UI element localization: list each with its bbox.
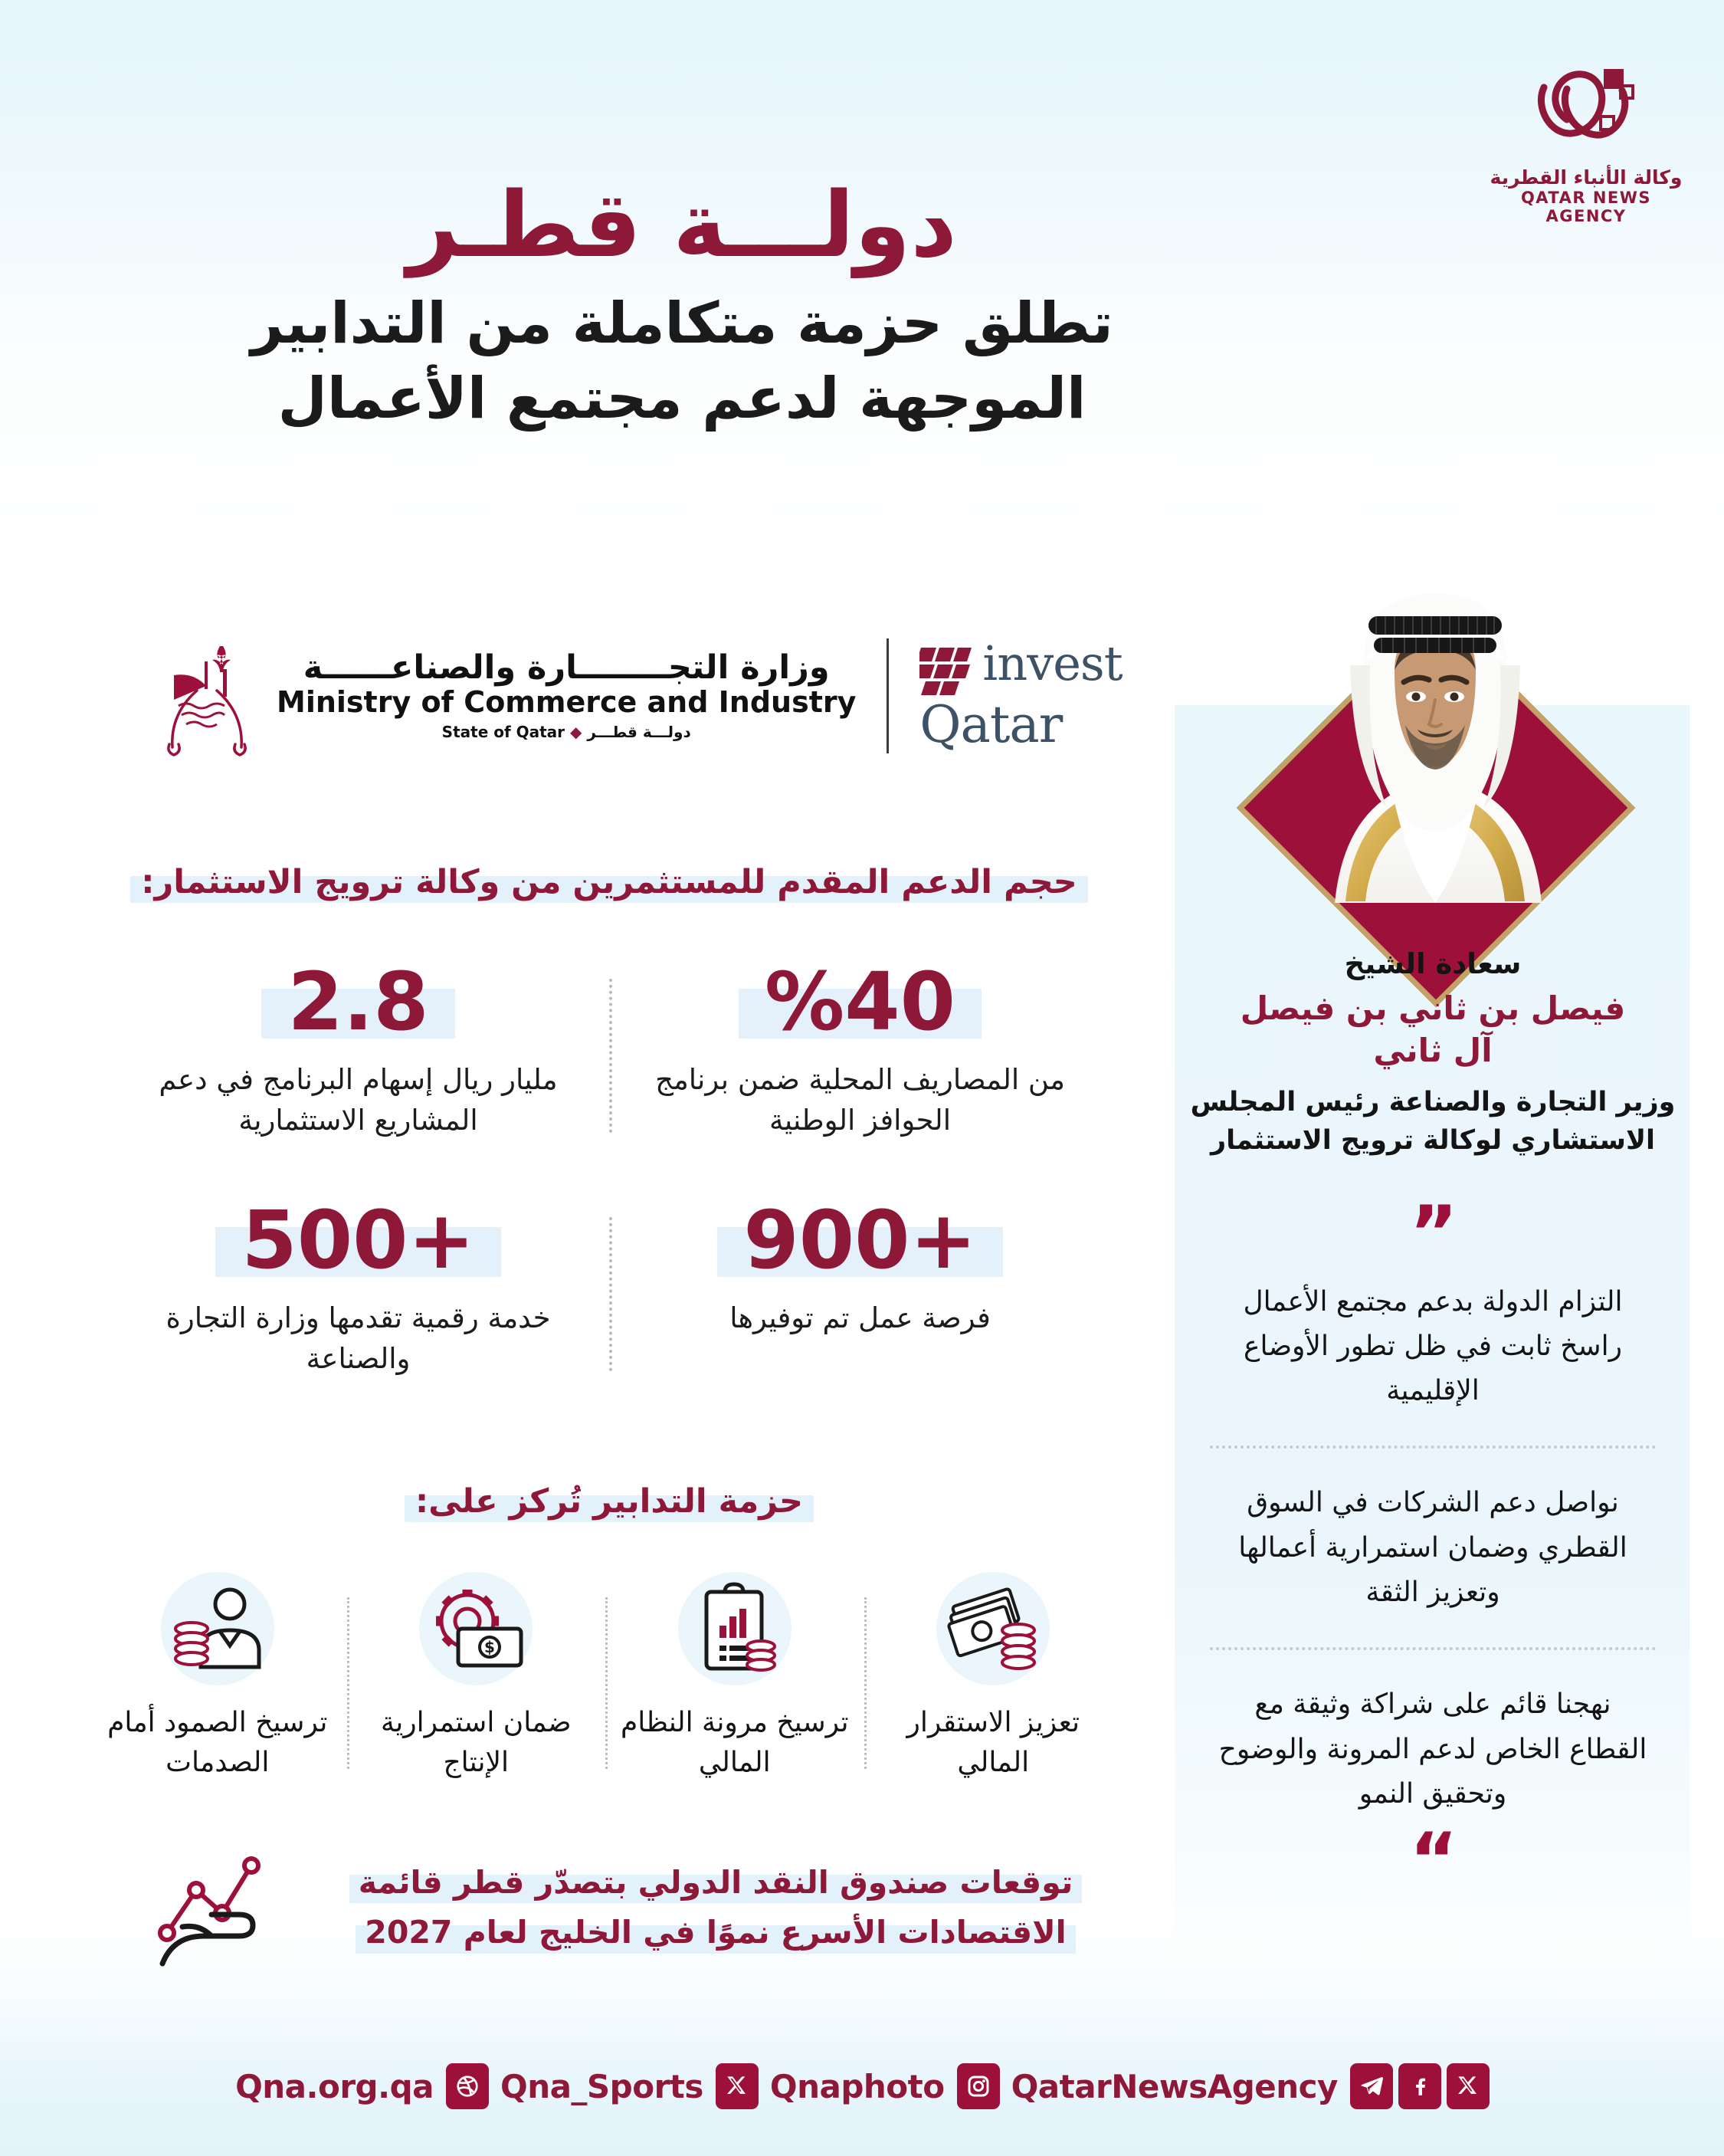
- stat-card-2-8: [107, 955, 609, 1140]
- quote-close-mark: “: [1409, 1817, 1457, 1904]
- ministry-sub-ar: دولـــة قطـــر: [587, 723, 691, 742]
- x-twitter-icon[interactable]: [1447, 2063, 1490, 2109]
- gear-banknote-icon: [356, 1571, 597, 1686]
- clipboard-chart-icon: [615, 1571, 855, 1686]
- stat-card-500-plus: [107, 1193, 609, 1379]
- page-title: دولـــة قطـر: [407, 172, 957, 277]
- minister-honorific: سعادة الشيخ: [1344, 947, 1522, 980]
- social-group-twitter[interactable]: [1447, 2063, 1495, 2109]
- social-handle[interactable]: QatarNewsAgency: [1011, 2067, 1338, 2105]
- ministry-logo: [157, 632, 856, 759]
- qatar-emblem-icon: [157, 632, 257, 759]
- social-group-instagram[interactable]: [764, 2063, 1005, 2109]
- invest-qatar-diamond-grid-icon: [919, 646, 973, 697]
- dribbble-icon[interactable]: [446, 2063, 489, 2109]
- measure-label: ترسيخ الصمود أمام الصدمات: [107, 1707, 328, 1779]
- social-handle[interactable]: Qnaphoto: [769, 2067, 945, 2105]
- stat-value: 500+: [228, 1200, 488, 1280]
- minister-name-line2: آل ثاني: [1373, 1031, 1493, 1069]
- social-group-website[interactable]: [229, 2063, 494, 2109]
- stat-value: %40: [751, 962, 969, 1042]
- stat-card-900-plus: [609, 1193, 1111, 1379]
- measure-label: تعزيز الاستقرار المالي: [906, 1707, 1080, 1779]
- growth-hand-icon: [136, 1843, 336, 1973]
- social-footer: [0, 2063, 1724, 2109]
- headline-subtitle-line2: الموجهة لدعم مجتمع الأعمال: [277, 365, 1087, 432]
- stat-label: خدمة رقمية تقدمها وزارة التجارة والصناعة: [166, 1301, 551, 1375]
- quote-text-1: التزام الدولة بدعم مجتمع الأعمال راسخ ثابت في ظل تطور الأوضاع الإقليمية: [1243, 1285, 1623, 1407]
- social-group-facebook[interactable]: [1398, 2063, 1447, 2109]
- quote-separator: [1210, 1446, 1656, 1449]
- invest-qatar-word-invest: invest: [982, 635, 1123, 691]
- instagram-icon[interactable]: [957, 2063, 1000, 2109]
- qna-logo-name-en: QATAR NEWS AGENCY: [1520, 189, 1652, 225]
- stat-label: من المصاريف المحلية ضمن برنامج الحوافز الوطنية: [655, 1063, 1065, 1137]
- quote-separator: [1210, 1647, 1656, 1650]
- stat-label: فرصة عمل تم توفيرها: [729, 1301, 991, 1335]
- telegram-icon[interactable]: [1350, 2063, 1393, 2109]
- stats-row-1: [107, 955, 1111, 1140]
- measures-heading-text: حزمة التدابير تُركز على:: [405, 1479, 814, 1525]
- facebook-icon[interactable]: [1398, 2063, 1441, 2109]
- social-handle[interactable]: Qna.org.qa: [235, 2067, 434, 2105]
- invest-qatar-word-qatar: Qatar: [919, 694, 1063, 754]
- minister-quotes: [1184, 1190, 1682, 1904]
- measure-label: ترسيخ مرونة النظام المالي: [620, 1707, 849, 1779]
- stat-card-40-percent: [609, 955, 1111, 1140]
- quote-text-3: نهجنا قائم على شراكة وثيقة مع القطاع الخاص لدعم المرونة والوضوح وتحقيق النمو: [1218, 1688, 1647, 1810]
- headline-block: [0, 172, 1364, 436]
- minister-portrait: [1255, 573, 1615, 957]
- partner-logos: [157, 632, 1123, 759]
- ministry-sub-dot: ◆: [570, 723, 582, 742]
- quote-text-2: نواصل دعم الشركات في السوق القطري وضمان استمرارية أعمالها وتعزيز الثقة: [1238, 1487, 1627, 1609]
- measure-item-production-continuity: [347, 1571, 606, 1783]
- measure-item-financial-stability: [864, 1571, 1123, 1783]
- ministry-sub-en: State of Qatar: [441, 723, 565, 742]
- stat-value: 2.8: [274, 962, 442, 1042]
- headline-subtitle-line1: تطلق حزمة متكاملة من التدابير: [251, 290, 1113, 356]
- imf-line2: الاقتصادات الأسرع نموًا في الخليج لعام 2027: [356, 1908, 1075, 1958]
- stat-label: مليار ريال إسهام البرنامج في دعم المشاريع الاستثمارية: [159, 1063, 558, 1137]
- measure-item-financial-resilience: [605, 1571, 864, 1783]
- svg-text:$: $: [483, 1637, 495, 1656]
- measure-label: ضمان استمرارية الإنتاج: [380, 1707, 572, 1779]
- stats-row-2: [107, 1193, 1111, 1379]
- social-handle[interactable]: Qna_Sports: [500, 2067, 703, 2105]
- measure-item-shock-resilience: [88, 1571, 347, 1783]
- qna-logo: [1483, 60, 1690, 225]
- ministry-subline: [277, 723, 856, 741]
- minister-title: وزير التجارة والصناعة رئيس المجلس الاستشاري لوكالة ترويج الاستثمار: [1190, 1087, 1676, 1156]
- support-heading-text: حجم الدعم المقدم للمستثمرين من وكالة ترويج الاستثمار:: [130, 860, 1087, 906]
- imf-forecast-banner: [92, 1843, 1126, 1973]
- minister-identity: [1184, 947, 1682, 1160]
- stat-value: 900+: [729, 1200, 990, 1280]
- ministry-name-ar: وزارة التجــــــــارة والصناعــــــة: [303, 648, 830, 687]
- social-group-twitter-sports[interactable]: [494, 2063, 764, 2109]
- quote-open-mark: ”: [1409, 1190, 1457, 1276]
- person-coins-icon: [97, 1571, 338, 1686]
- ministry-name-en: Ministry of Commerce and Industry: [277, 684, 857, 719]
- minister-name: [1184, 988, 1682, 1071]
- measures-section-heading: [107, 1479, 1111, 1525]
- social-group-telegram[interactable]: [1005, 2063, 1398, 2109]
- cash-stack-icon: [873, 1571, 1114, 1686]
- qna-logo-name-ar: وكالة الأنباء القطرية: [1490, 166, 1683, 189]
- support-stats-grid: [107, 955, 1111, 1379]
- imf-line1: توقعات صندوق النقد الدولي بتصدّر قطر قائمة: [349, 1858, 1082, 1908]
- logo-divider: [887, 638, 889, 753]
- measures-grid: [88, 1571, 1123, 1783]
- qna-atom-icon: [1529, 60, 1644, 163]
- support-section-heading: [107, 860, 1111, 906]
- minister-name-line1: فيصل بن ثاني بن فيصل: [1240, 989, 1626, 1027]
- x-twitter-icon[interactable]: [716, 2063, 759, 2109]
- invest-qatar-logo: [919, 635, 1123, 754]
- minister-photo: [1255, 573, 1615, 957]
